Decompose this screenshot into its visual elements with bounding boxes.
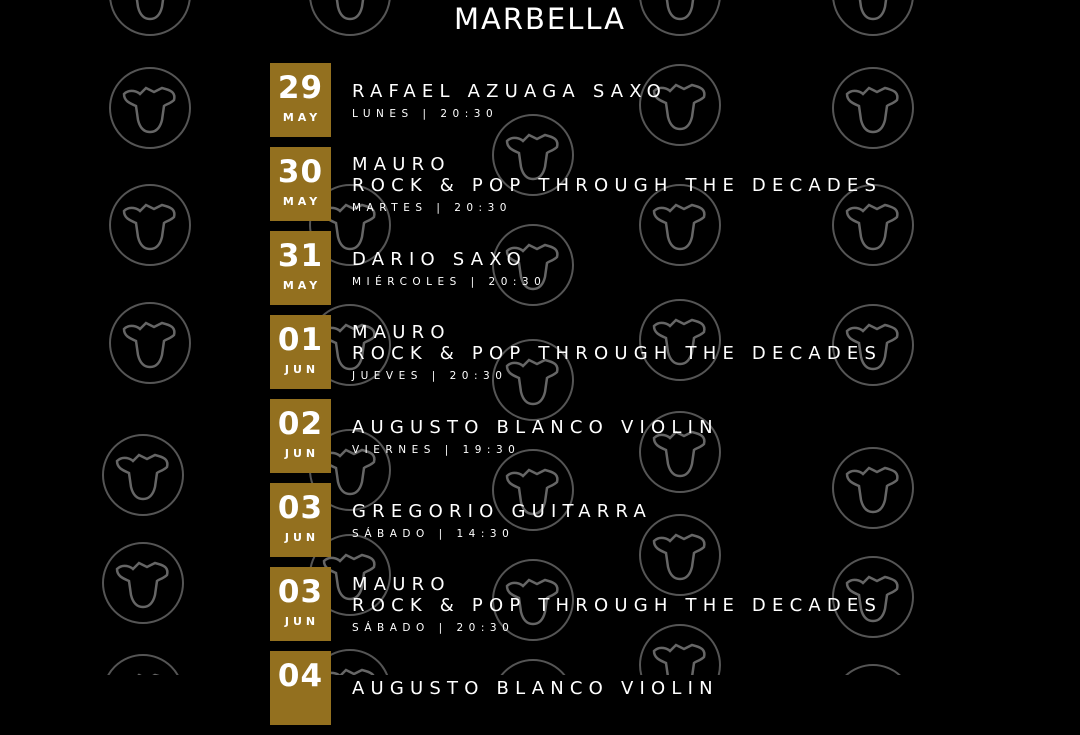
event-title[interactable]: RAFAEL AZUAGA SAXO: [352, 80, 668, 102]
event-item[interactable]: [270, 63, 882, 137]
event-item[interactable]: [270, 231, 882, 305]
date-badge: [270, 483, 331, 557]
event-title[interactable]: ROCK & POP THROUGH THE DECADES: [352, 595, 883, 616]
event-title[interactable]: MAURO: [352, 154, 451, 175]
event-item[interactable]: [270, 651, 882, 725]
event-day: 30: [277, 154, 324, 190]
event-item[interactable]: [270, 399, 882, 473]
event-day: 03: [277, 574, 324, 610]
event-list: [270, 63, 882, 735]
event-time: JUEVES | 20:30: [352, 370, 508, 382]
event-time: MARTES | 20:30: [352, 202, 512, 214]
event-month: JUN: [284, 447, 320, 460]
bull-head-circle-icon: [110, 68, 190, 148]
bull-head-circle-icon: [103, 655, 183, 675]
event-month: MAY: [282, 111, 322, 124]
event-title[interactable]: MAURO: [352, 322, 451, 343]
bull-head-circle-icon: [103, 543, 183, 623]
date-badge: [270, 651, 331, 725]
event-time: LUNES | 20:30: [352, 107, 499, 120]
event-time: SÁBADO | 14:30: [352, 527, 515, 540]
date-badge: [270, 231, 331, 305]
bull-head-circle-icon: [103, 435, 183, 515]
date-badge: [270, 399, 331, 473]
event-day: 31: [277, 238, 324, 274]
date-badge: [270, 567, 331, 641]
date-badge: [270, 63, 331, 137]
event-title[interactable]: GREGORIO GUITARRA: [352, 500, 652, 522]
event-title[interactable]: MAURO: [352, 574, 451, 595]
date-badge: [270, 315, 331, 389]
event-day: 01: [277, 322, 324, 358]
event-time: SÁBADO | 20:30: [352, 622, 515, 634]
event-time: VIERNES | 19:30: [352, 443, 521, 456]
event-month: JUN: [284, 615, 320, 628]
event-item[interactable]: [270, 483, 882, 557]
event-title[interactable]: ROCK & POP THROUGH THE DECADES: [352, 175, 883, 196]
event-title[interactable]: AUGUSTO BLANCO VIOLIN: [352, 416, 719, 438]
bull-head-circle-icon: [110, 303, 190, 383]
event-day: 04: [277, 658, 324, 694]
event-item[interactable]: [270, 147, 882, 221]
event-day: 29: [277, 70, 324, 106]
event-item[interactable]: [270, 567, 882, 641]
event-month: MAY: [282, 279, 322, 292]
event-title[interactable]: ROCK & POP THROUGH THE DECADES: [352, 343, 883, 364]
page-title: MARBELLA: [453, 2, 627, 36]
event-month: JUN: [284, 363, 320, 376]
event-day: 03: [277, 490, 324, 526]
bull-head-circle-icon: [110, 185, 190, 265]
event-day: 02: [277, 406, 324, 442]
event-month: MAY: [282, 195, 322, 208]
event-title[interactable]: AUGUSTO BLANCO VIOLIN: [352, 677, 719, 699]
event-month: JUN: [284, 531, 320, 544]
event-title[interactable]: DARIO SAXO: [352, 248, 527, 270]
date-badge: [270, 147, 331, 221]
event-time: MIÉRCOLES | 20:30: [352, 275, 547, 288]
event-item[interactable]: [270, 315, 882, 389]
